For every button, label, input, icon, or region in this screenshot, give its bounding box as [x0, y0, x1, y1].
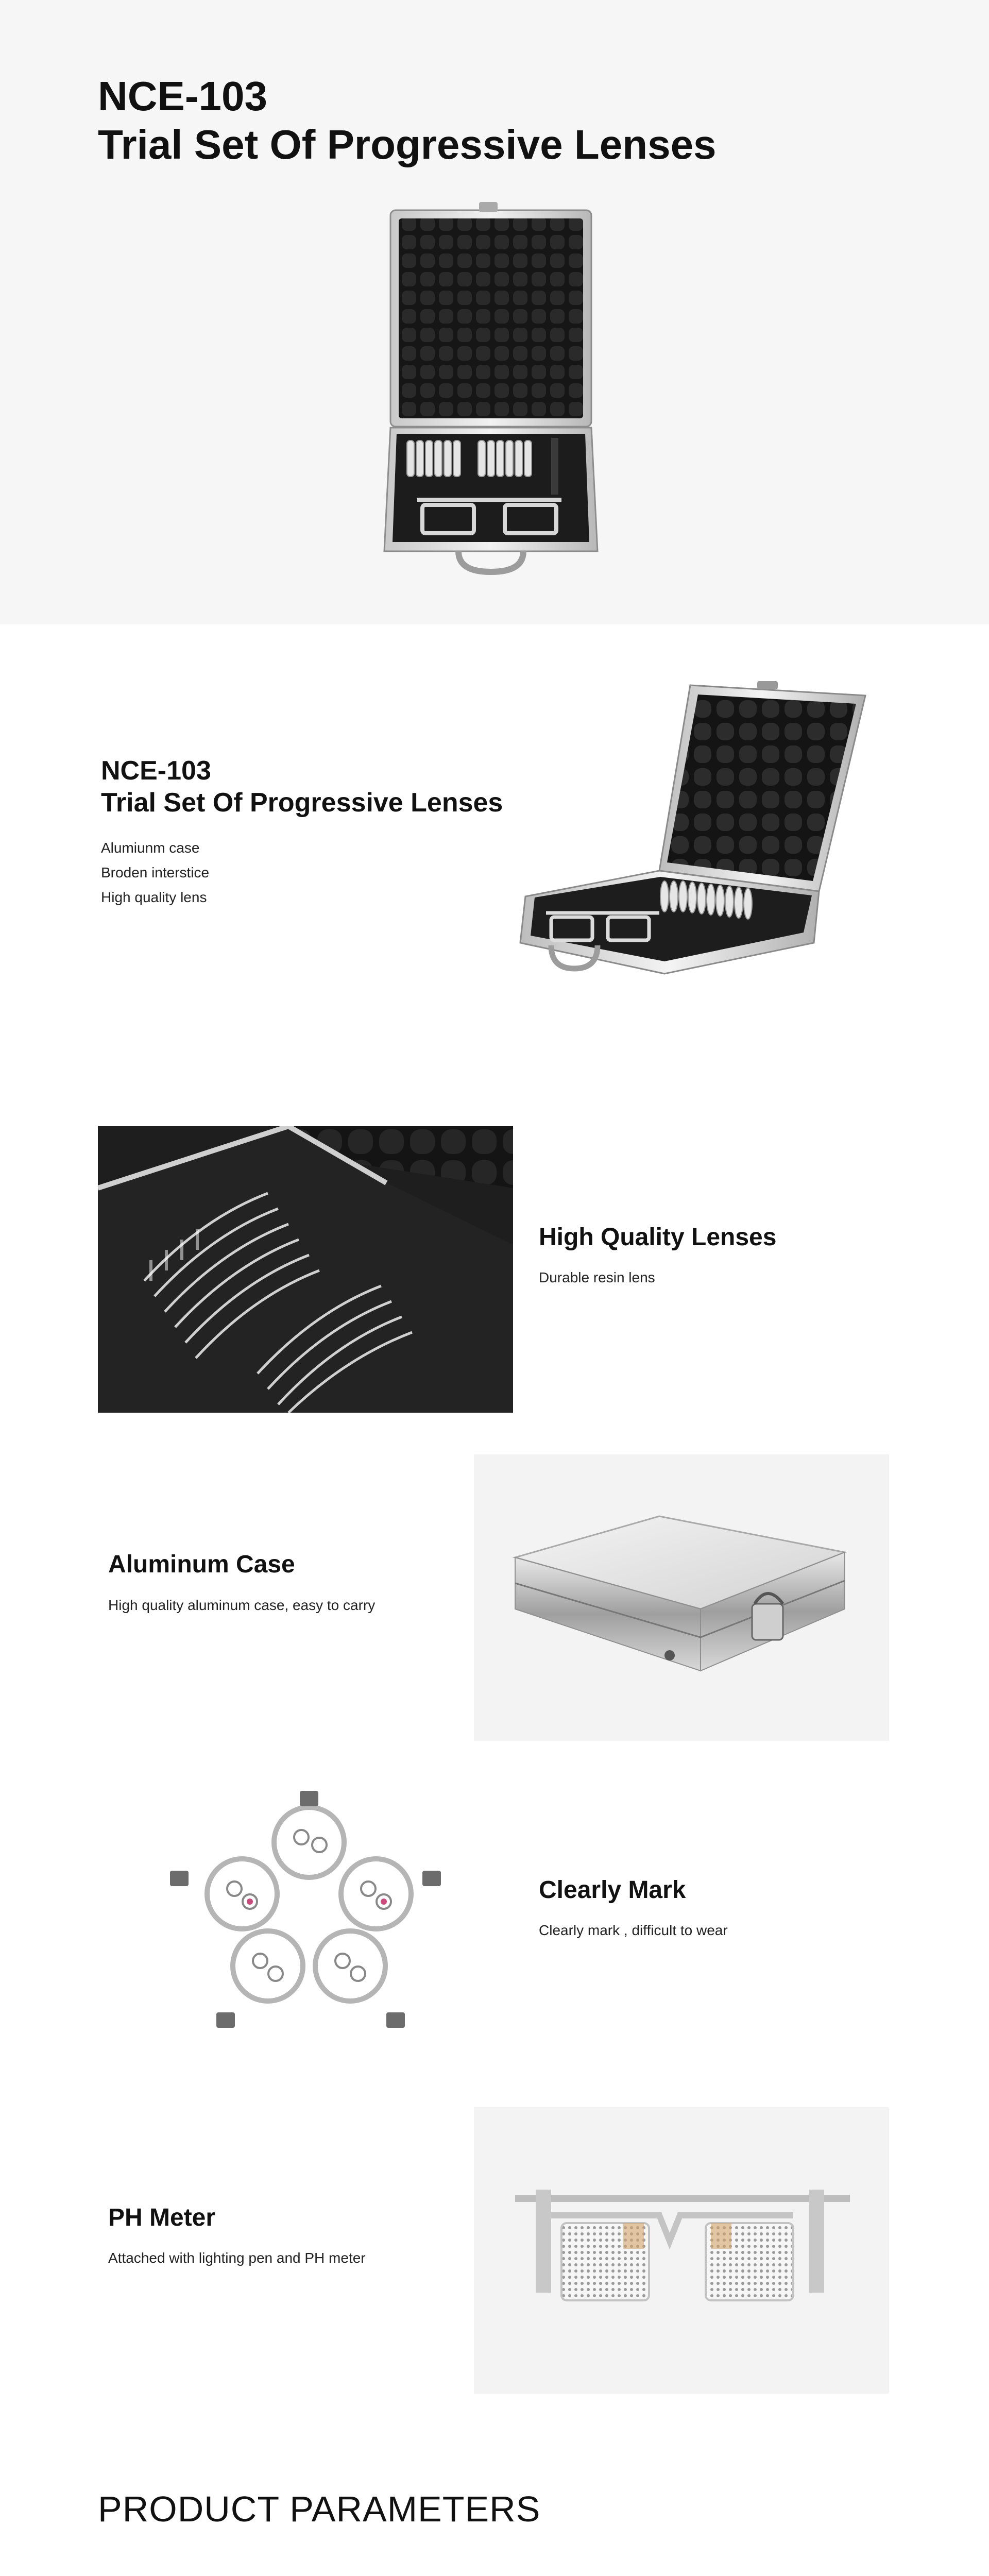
aluminum-case-image — [474, 1454, 889, 1741]
feature-description: Attached with lighting pen and PH meter — [108, 2250, 366, 2266]
feature-title: High Quality Lenses — [539, 1224, 777, 1251]
hero-product-image — [381, 196, 618, 577]
intro-feature-item: High quality lens — [101, 889, 207, 905]
feature-title: PH Meter — [108, 2204, 216, 2231]
intro-product-name: Trial Set Of Progressive Lenses — [101, 788, 503, 818]
hero-product-name: Trial Set Of Progressive Lenses — [98, 122, 717, 167]
feature-description: Durable resin lens — [539, 1269, 655, 1285]
ph-meter-frame-image — [474, 2107, 889, 2394]
feature-description: Clearly mark , difficult to wear — [539, 1922, 728, 1938]
param-row — [82, 2566, 904, 2576]
trial-lens-clips-image — [98, 1770, 513, 2057]
hero-section — [0, 0, 989, 624]
intro-feature-item: Broden interstice — [101, 865, 210, 880]
hero-title — [98, 72, 717, 169]
intro-model: NCE-103 — [101, 756, 211, 786]
hero-model: NCE-103 — [98, 73, 268, 119]
feature-title: Aluminum Case — [108, 1551, 295, 1578]
intro-feature-list — [101, 836, 209, 910]
feature-title: Clearly Mark — [539, 1876, 686, 1904]
feature-description: High quality aluminum case, easy to carry — [108, 1597, 376, 1613]
intro-feature-item: Alumiunm case — [101, 840, 200, 856]
params-title: PRODUCT PARAMETERS — [98, 2489, 541, 2529]
intro-product-image — [510, 675, 871, 984]
lenses-closeup-image — [98, 1126, 513, 1413]
intro-title — [101, 755, 503, 819]
